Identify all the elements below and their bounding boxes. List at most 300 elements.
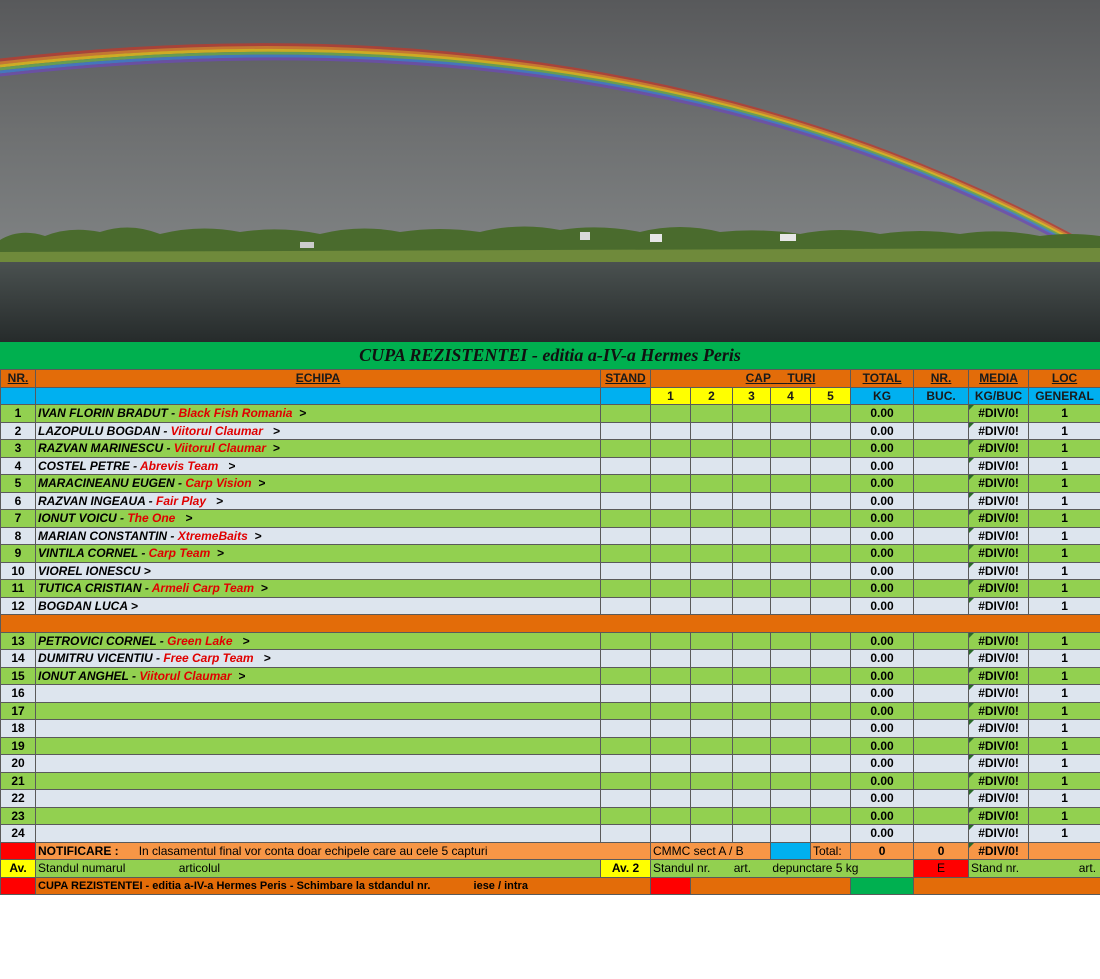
- nr-buc-cell[interactable]: [914, 667, 969, 685]
- row-nr: 13: [1, 632, 36, 650]
- team-cell[interactable]: [36, 807, 601, 825]
- table-row: [1, 790, 1100, 808]
- stand-cell[interactable]: [601, 597, 651, 615]
- tur-4-cell[interactable]: [771, 772, 811, 790]
- media-cell: #DIV/0!: [969, 562, 1029, 580]
- stand-cell[interactable]: [601, 405, 651, 423]
- nr-buc-cell[interactable]: [914, 440, 969, 458]
- stand-cell[interactable]: [601, 702, 651, 720]
- nr-buc-cell[interactable]: [914, 527, 969, 545]
- tur-1-cell[interactable]: [651, 702, 691, 720]
- tur-1-cell[interactable]: [651, 562, 691, 580]
- notif-text-cell: [36, 842, 651, 860]
- loc-cell: 1: [1029, 440, 1100, 458]
- loc-cell: 1: [1029, 685, 1100, 703]
- loc-cell: 1: [1029, 772, 1100, 790]
- tur-3-cell[interactable]: [733, 737, 771, 755]
- media-cell: #DIV/0!: [969, 790, 1029, 808]
- tur-5-cell[interactable]: [811, 755, 851, 773]
- tur-5-cell[interactable]: [811, 475, 851, 493]
- team-cell[interactable]: [36, 772, 601, 790]
- tur-3-cell[interactable]: [733, 510, 771, 528]
- team-cell[interactable]: [36, 422, 601, 440]
- sub-tur-4: 4: [771, 387, 811, 405]
- stand-cell[interactable]: [601, 422, 651, 440]
- footer-av1: Av.: [1, 860, 36, 878]
- table-row: [1, 580, 1100, 598]
- nr-buc-cell[interactable]: [914, 807, 969, 825]
- tur-5-cell[interactable]: [811, 650, 851, 668]
- tur-1-cell[interactable]: [651, 545, 691, 563]
- footer2-red-marker: [1, 877, 36, 895]
- media-cell: #DIV/0!: [969, 475, 1029, 493]
- tur-3-cell[interactable]: [733, 650, 771, 668]
- tur-1-cell[interactable]: [651, 422, 691, 440]
- stand-cell[interactable]: [601, 580, 651, 598]
- tur-5-cell[interactable]: [811, 807, 851, 825]
- footer-stand-nr: Stand nr.: [971, 861, 1020, 876]
- team-cell[interactable]: [36, 702, 601, 720]
- nr-buc-cell[interactable]: [914, 650, 969, 668]
- stand-cell[interactable]: [601, 790, 651, 808]
- row-nr: 10: [1, 562, 36, 580]
- team-name: PETROVICI CORNEL -: [38, 633, 168, 648]
- total-kg-cell: 0.00: [851, 667, 914, 685]
- team-cell[interactable]: [36, 720, 601, 738]
- nr-buc-cell[interactable]: [914, 562, 969, 580]
- media-cell: #DIV/0!: [969, 685, 1029, 703]
- tur-1-cell[interactable]: [651, 457, 691, 475]
- team-arrow: >: [206, 493, 224, 508]
- tur-5-cell[interactable]: [811, 440, 851, 458]
- tur-1-cell[interactable]: [651, 755, 691, 773]
- tur-4-cell[interactable]: [771, 720, 811, 738]
- stand-cell[interactable]: [601, 545, 651, 563]
- tur-1-cell[interactable]: [651, 772, 691, 790]
- team-club: Carp Vision: [185, 476, 252, 491]
- row-nr: 12: [1, 597, 36, 615]
- nr-buc-cell[interactable]: [914, 475, 969, 493]
- tur-1-cell[interactable]: [651, 720, 691, 738]
- stand-cell[interactable]: [601, 667, 651, 685]
- stand-cell[interactable]: [601, 772, 651, 790]
- loc-cell: 1: [1029, 650, 1100, 668]
- team-cell[interactable]: [36, 825, 601, 843]
- stand-cell[interactable]: [601, 720, 651, 738]
- team-cell[interactable]: [36, 580, 601, 598]
- tur-2-cell[interactable]: [691, 825, 733, 843]
- nr-buc-cell[interactable]: [914, 510, 969, 528]
- tur-4-cell[interactable]: [771, 737, 811, 755]
- tur-4-cell[interactable]: [771, 527, 811, 545]
- team-cell[interactable]: [36, 755, 601, 773]
- total-kg-cell: 0.00: [851, 405, 914, 423]
- team-name: IONUT VOICU -: [38, 511, 128, 526]
- tur-3-cell[interactable]: [733, 807, 771, 825]
- tur-5-cell[interactable]: [811, 580, 851, 598]
- stand-cell[interactable]: [601, 527, 651, 545]
- stand-cell[interactable]: [601, 825, 651, 843]
- media-cell: #DIV/0!: [969, 825, 1029, 843]
- table-row: [1, 755, 1100, 773]
- table-row: [1, 772, 1100, 790]
- tur-2-cell[interactable]: [691, 650, 733, 668]
- team-arrow: >: [266, 441, 280, 456]
- footer-art2: art.: [1078, 861, 1097, 876]
- tur-2-cell[interactable]: [691, 562, 733, 580]
- competition-title: CUPA REZISTENTEI - editia a-IV-a Hermes Peris: [0, 342, 1100, 369]
- tur-3-cell[interactable]: [733, 667, 771, 685]
- rainbow-lake-photo: [0, 0, 1100, 342]
- tur-3-cell[interactable]: [733, 702, 771, 720]
- nr-buc-cell[interactable]: [914, 545, 969, 563]
- tur-2-cell[interactable]: [691, 790, 733, 808]
- media-cell: #DIV/0!: [969, 440, 1029, 458]
- media-cell: #DIV/0!: [969, 807, 1029, 825]
- tur-3-cell[interactable]: [733, 422, 771, 440]
- team-name: IVAN FLORIN BRADUT -: [38, 406, 179, 421]
- nr-buc-cell[interactable]: [914, 457, 969, 475]
- nr-buc-cell[interactable]: [914, 772, 969, 790]
- tur-1-cell[interactable]: [651, 492, 691, 510]
- tur-5-cell[interactable]: [811, 685, 851, 703]
- total-kg-cell: 0.00: [851, 807, 914, 825]
- stand-cell[interactable]: [601, 737, 651, 755]
- team-name: RAZVAN INGEAUA -: [38, 493, 156, 508]
- team-club: Viitorul Claumar: [139, 668, 232, 683]
- tur-2-cell[interactable]: [691, 405, 733, 423]
- media-cell: #DIV/0!: [969, 580, 1029, 598]
- tur-1-cell[interactable]: [651, 405, 691, 423]
- tur-2-cell[interactable]: [691, 457, 733, 475]
- team-cell[interactable]: [36, 650, 601, 668]
- tur-4-cell[interactable]: [771, 650, 811, 668]
- team-cell[interactable]: [36, 545, 601, 563]
- tur-5-cell[interactable]: [811, 510, 851, 528]
- tur-5-cell[interactable]: [811, 597, 851, 615]
- team-cell[interactable]: [36, 510, 601, 528]
- tur-2-cell[interactable]: [691, 422, 733, 440]
- loc-cell: 1: [1029, 702, 1100, 720]
- header-row: [1, 370, 1100, 388]
- notif-red-marker: [1, 842, 36, 860]
- tur-1-cell[interactable]: [651, 510, 691, 528]
- team-cell[interactable]: [36, 527, 601, 545]
- notif-empty: [1029, 842, 1100, 860]
- tur-4-cell[interactable]: [771, 685, 811, 703]
- team-club: Abrevis Team: [140, 458, 219, 473]
- total-kg-cell: 0.00: [851, 825, 914, 843]
- footer2-red-block: [651, 877, 691, 895]
- row-nr: 1: [1, 405, 36, 423]
- team-cell[interactable]: [36, 790, 601, 808]
- tur-3-cell[interactable]: [733, 492, 771, 510]
- tur-2-cell[interactable]: [691, 755, 733, 773]
- tur-4-cell[interactable]: [771, 807, 811, 825]
- notif-media: #DIV/0!: [969, 842, 1029, 860]
- table-row: [1, 737, 1100, 755]
- tur-4-cell[interactable]: [771, 667, 811, 685]
- tur-1-cell[interactable]: [651, 440, 691, 458]
- team-cell[interactable]: [36, 562, 601, 580]
- team-cell[interactable]: [36, 737, 601, 755]
- tur-5-cell[interactable]: [811, 825, 851, 843]
- tur-3-cell[interactable]: [733, 405, 771, 423]
- tur-5-cell[interactable]: [811, 422, 851, 440]
- tur-4-cell[interactable]: [771, 405, 811, 423]
- team-cell[interactable]: [36, 492, 601, 510]
- media-cell: #DIV/0!: [969, 755, 1029, 773]
- table-row: [1, 545, 1100, 563]
- tur-1-cell[interactable]: [651, 685, 691, 703]
- loc-cell: 1: [1029, 475, 1100, 493]
- tur-2-cell[interactable]: [691, 807, 733, 825]
- tur-2-cell[interactable]: [691, 667, 733, 685]
- tur-1-cell[interactable]: [651, 807, 691, 825]
- tur-5-cell[interactable]: [811, 405, 851, 423]
- tur-5-cell[interactable]: [811, 527, 851, 545]
- team-cell[interactable]: [36, 597, 601, 615]
- tur-2-cell[interactable]: [691, 510, 733, 528]
- tur-4-cell[interactable]: [771, 492, 811, 510]
- tur-4-cell[interactable]: [771, 632, 811, 650]
- tur-4-cell[interactable]: [771, 457, 811, 475]
- tur-2-cell[interactable]: [691, 492, 733, 510]
- footer-articolul: articolul: [178, 861, 221, 876]
- stand-cell[interactable]: [601, 457, 651, 475]
- nr-buc-cell[interactable]: [914, 580, 969, 598]
- tur-3-cell[interactable]: [733, 790, 771, 808]
- row-nr: 19: [1, 737, 36, 755]
- team-cell[interactable]: [36, 685, 601, 703]
- tur-4-cell[interactable]: [771, 422, 811, 440]
- tur-4-cell[interactable]: [771, 790, 811, 808]
- tur-1-cell[interactable]: [651, 597, 691, 615]
- nr-buc-cell[interactable]: [914, 755, 969, 773]
- tur-5-cell[interactable]: [811, 720, 851, 738]
- stand-cell[interactable]: [601, 650, 651, 668]
- tur-5-cell[interactable]: [811, 562, 851, 580]
- nr-buc-cell[interactable]: [914, 492, 969, 510]
- total-kg-cell: 0.00: [851, 737, 914, 755]
- team-club: The One: [127, 511, 176, 526]
- total-kg-cell: 0.00: [851, 580, 914, 598]
- tur-2-cell[interactable]: [691, 440, 733, 458]
- tur-2-cell[interactable]: [691, 685, 733, 703]
- team-club: Free Carp Team: [163, 651, 254, 666]
- tur-5-cell[interactable]: [811, 702, 851, 720]
- media-cell: #DIV/0!: [969, 632, 1029, 650]
- team-cell[interactable]: [36, 457, 601, 475]
- tur-3-cell[interactable]: [733, 580, 771, 598]
- tur-3-cell[interactable]: [733, 825, 771, 843]
- nr-buc-cell[interactable]: [914, 422, 969, 440]
- tur-3-cell[interactable]: [733, 597, 771, 615]
- tur-5-cell[interactable]: [811, 667, 851, 685]
- table-row: [1, 440, 1100, 458]
- tur-2-cell[interactable]: [691, 527, 733, 545]
- team-arrow: >: [292, 406, 307, 421]
- tur-3-cell[interactable]: [733, 632, 771, 650]
- stand-cell[interactable]: [601, 685, 651, 703]
- tur-5-cell[interactable]: [811, 457, 851, 475]
- tur-5-cell[interactable]: [811, 790, 851, 808]
- tur-3-cell[interactable]: [733, 527, 771, 545]
- footer-stand-nr-cell: [969, 860, 1100, 878]
- tur-1-cell[interactable]: [651, 790, 691, 808]
- header-turi: TURI: [787, 371, 816, 386]
- sub-buc: BUC.: [914, 387, 969, 405]
- nr-buc-cell[interactable]: [914, 825, 969, 843]
- row-nr: 21: [1, 772, 36, 790]
- stand-cell[interactable]: [601, 632, 651, 650]
- team-cell[interactable]: [36, 667, 601, 685]
- notification-row: [1, 842, 1100, 860]
- notif-total-buc: 0: [914, 842, 969, 860]
- tur-3-cell[interactable]: [733, 685, 771, 703]
- stand-cell[interactable]: [601, 440, 651, 458]
- stand-cell[interactable]: [601, 562, 651, 580]
- media-cell: #DIV/0!: [969, 772, 1029, 790]
- total-kg-cell: 0.00: [851, 475, 914, 493]
- loc-cell: 1: [1029, 737, 1100, 755]
- team-club: XtremeBaits: [177, 528, 248, 543]
- row-nr: 20: [1, 755, 36, 773]
- stand-cell[interactable]: [601, 510, 651, 528]
- footer-standul-cell: [36, 860, 601, 878]
- tur-5-cell[interactable]: [811, 492, 851, 510]
- table-row: [1, 457, 1100, 475]
- team-name: RAZVAN MARINESCU -: [38, 441, 174, 456]
- media-cell: #DIV/0!: [969, 702, 1029, 720]
- team-club: Black Fish Romania: [178, 406, 293, 421]
- tur-4-cell[interactable]: [771, 755, 811, 773]
- tur-3-cell[interactable]: [733, 720, 771, 738]
- total-kg-cell: 0.00: [851, 720, 914, 738]
- total-kg-cell: 0.00: [851, 510, 914, 528]
- total-kg-cell: 0.00: [851, 527, 914, 545]
- header-nr-buc: NR.: [914, 370, 969, 388]
- tur-4-cell[interactable]: [771, 545, 811, 563]
- row-nr: 5: [1, 475, 36, 493]
- media-cell: #DIV/0!: [969, 527, 1029, 545]
- sub-kgbuc: KG/BUC: [969, 387, 1029, 405]
- stand-cell[interactable]: [601, 492, 651, 510]
- tur-4-cell[interactable]: [771, 825, 811, 843]
- total-kg-cell: 0.00: [851, 597, 914, 615]
- tur-4-cell[interactable]: [771, 475, 811, 493]
- tur-1-cell[interactable]: [651, 667, 691, 685]
- footer-av2: Av. 2: [601, 860, 651, 878]
- tur-3-cell[interactable]: [733, 440, 771, 458]
- table-row: [1, 475, 1100, 493]
- tur-3-cell[interactable]: [733, 755, 771, 773]
- footer-standul: Standul numarul: [38, 861, 126, 876]
- tur-3-cell[interactable]: [733, 772, 771, 790]
- loc-cell: 1: [1029, 510, 1100, 528]
- tur-1-cell[interactable]: [651, 737, 691, 755]
- tur-2-cell[interactable]: [691, 772, 733, 790]
- team-cell[interactable]: [36, 632, 601, 650]
- table-row: [1, 807, 1100, 825]
- table-row: [1, 510, 1100, 528]
- loc-cell: 1: [1029, 545, 1100, 563]
- tur-1-cell[interactable]: [651, 632, 691, 650]
- nr-buc-cell[interactable]: [914, 702, 969, 720]
- tur-5-cell[interactable]: [811, 545, 851, 563]
- tur-4-cell[interactable]: [771, 440, 811, 458]
- tur-2-cell[interactable]: [691, 632, 733, 650]
- tur-4-cell[interactable]: [771, 597, 811, 615]
- tur-3-cell[interactable]: [733, 475, 771, 493]
- table-row: [1, 685, 1100, 703]
- media-cell: #DIV/0!: [969, 457, 1029, 475]
- tur-1-cell[interactable]: [651, 475, 691, 493]
- loc-cell: 1: [1029, 720, 1100, 738]
- stand-cell[interactable]: [601, 807, 651, 825]
- team-cell[interactable]: [36, 475, 601, 493]
- tur-4-cell[interactable]: [771, 562, 811, 580]
- tur-5-cell[interactable]: [811, 772, 851, 790]
- tur-1-cell[interactable]: [651, 650, 691, 668]
- total-kg-cell: 0.00: [851, 702, 914, 720]
- nr-buc-cell[interactable]: [914, 790, 969, 808]
- tur-2-cell[interactable]: [691, 597, 733, 615]
- team-cell[interactable]: [36, 440, 601, 458]
- tur-5-cell[interactable]: [811, 632, 851, 650]
- tur-2-cell[interactable]: [691, 720, 733, 738]
- table-row: [1, 562, 1100, 580]
- row-nr: 2: [1, 422, 36, 440]
- tur-2-cell[interactable]: [691, 580, 733, 598]
- tur-4-cell[interactable]: [771, 702, 811, 720]
- tur-1-cell[interactable]: [651, 580, 691, 598]
- nr-buc-cell[interactable]: [914, 685, 969, 703]
- sub-empty-echipa: [36, 387, 601, 405]
- team-arrow: >: [210, 546, 224, 561]
- loc-cell: 1: [1029, 755, 1100, 773]
- tur-2-cell[interactable]: [691, 737, 733, 755]
- stand-cell[interactable]: [601, 755, 651, 773]
- media-cell: #DIV/0!: [969, 667, 1029, 685]
- tur-4-cell[interactable]: [771, 510, 811, 528]
- tur-3-cell[interactable]: [733, 562, 771, 580]
- tur-2-cell[interactable]: [691, 475, 733, 493]
- tur-5-cell[interactable]: [811, 737, 851, 755]
- team-cell[interactable]: [36, 405, 601, 423]
- loc-cell: 1: [1029, 527, 1100, 545]
- tur-2-cell[interactable]: [691, 545, 733, 563]
- nr-buc-cell[interactable]: [914, 405, 969, 423]
- nr-buc-cell[interactable]: [914, 597, 969, 615]
- footer-depunctare: depunctare 5 kg: [772, 861, 859, 876]
- tur-2-cell[interactable]: [691, 702, 733, 720]
- tur-3-cell[interactable]: [733, 545, 771, 563]
- stand-cell[interactable]: [601, 475, 651, 493]
- tur-1-cell[interactable]: [651, 825, 691, 843]
- nr-buc-cell[interactable]: [914, 737, 969, 755]
- team-arrow: >: [262, 423, 280, 438]
- tur-1-cell[interactable]: [651, 527, 691, 545]
- tur-4-cell[interactable]: [771, 580, 811, 598]
- row-nr: 6: [1, 492, 36, 510]
- nr-buc-cell[interactable]: [914, 632, 969, 650]
- footer2-orange-end: [914, 877, 1100, 895]
- team-name: BOGDAN LUCA >: [38, 598, 138, 613]
- tur-3-cell[interactable]: [733, 457, 771, 475]
- row-nr: 11: [1, 580, 36, 598]
- nr-buc-cell[interactable]: [914, 720, 969, 738]
